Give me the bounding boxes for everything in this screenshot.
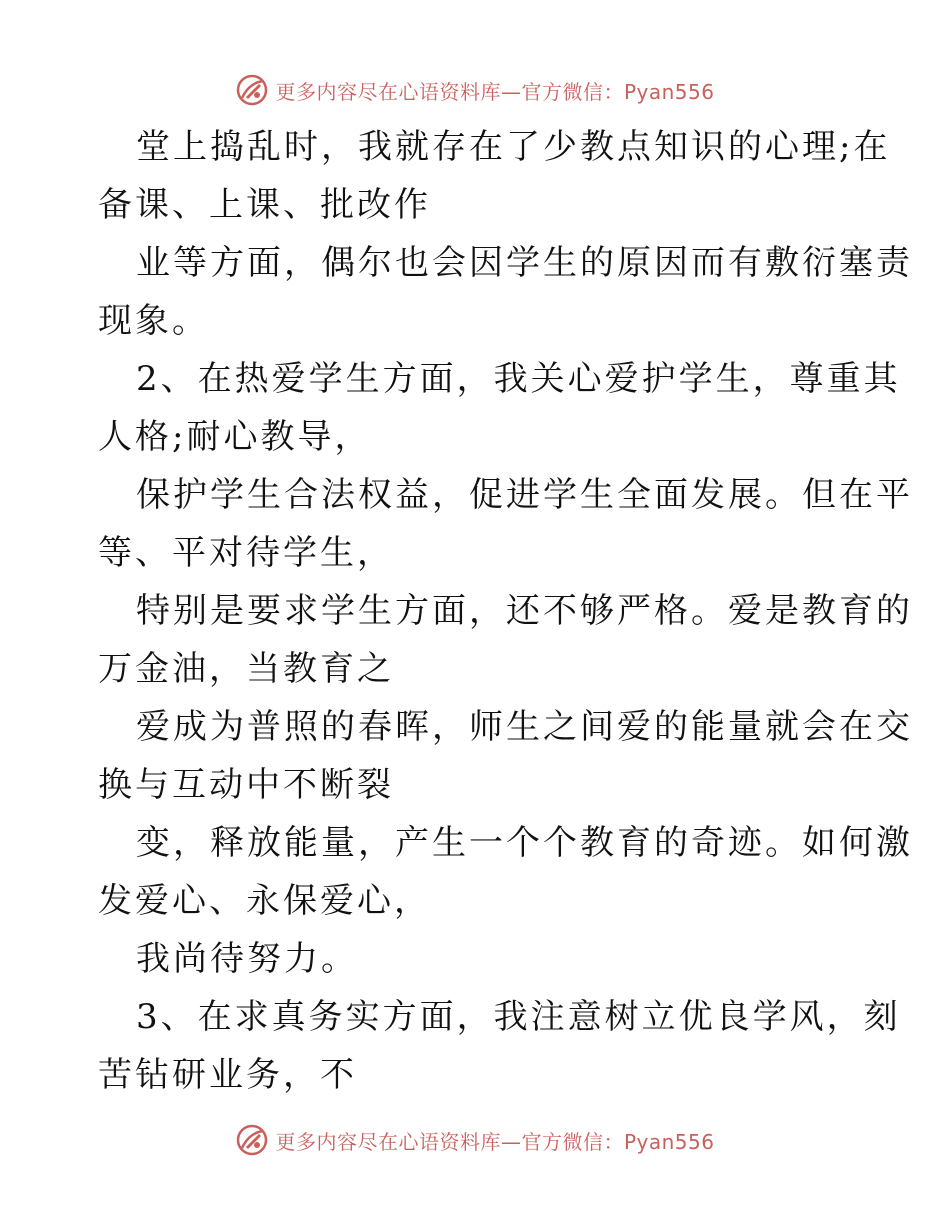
paragraph-line: 特别是要求学生方面，还不够严格。爱是教育的 (136, 591, 913, 631)
paragraph-4 (0, 466, 950, 582)
paragraph-line: 苦钻研业务，不 (98, 1055, 357, 1095)
header-banner-text: 更多内容尽在心语资料库—官方微信：Pyan556 (275, 79, 715, 104)
paragraph-line: 堂上捣乱时，我就存在了少教点知识的心理;在 (136, 127, 891, 167)
paragraph-line: 备课、上课、批改作 (98, 185, 431, 225)
paragraph-6 (0, 698, 950, 814)
paragraph-line: 万金油，当教育之 (98, 649, 394, 689)
paragraph-2 (0, 234, 950, 350)
document-body (0, 118, 950, 1104)
paragraph-9 (0, 988, 950, 1104)
paragraph-line: 业等方面，偶尔也会因学生的原因而有敷衍塞责 (136, 243, 913, 283)
pen-circle-logo-icon (235, 73, 269, 107)
paragraph-3 (0, 350, 950, 466)
paragraph-line: 保护学生合法权益，促进学生全面发展。但在平 (136, 475, 913, 515)
paragraph-7 (0, 814, 950, 930)
paragraph-line: 换与互动中不断裂 (98, 765, 394, 805)
paragraph-line: 变，释放能量，产生一个个教育的奇迹。如何激 (136, 823, 913, 863)
paragraph-8 (0, 930, 950, 988)
paragraph-line: 3、在求真务实方面，我注意树立优良学风，刻 (136, 997, 901, 1037)
paragraph-line: 发爱心、永保爱心， (98, 881, 431, 921)
header-banner (0, 70, 950, 110)
paragraph-line: 人格;耐心教导， (98, 417, 372, 457)
footer-banner (0, 1120, 950, 1160)
pen-circle-logo-icon (235, 1123, 269, 1157)
paragraph-line: 现象。 (98, 301, 209, 341)
paragraph-5 (0, 582, 950, 698)
paragraph-line: 爱成为普照的春晖，师生之间爱的能量就会在交 (136, 707, 913, 747)
paragraph-line: 2、在热爱学生方面，我关心爱护学生，尊重其 (136, 359, 901, 399)
footer-banner-text: 更多内容尽在心语资料库—官方微信：Pyan556 (275, 1129, 715, 1154)
paragraph-line: 我尚待努力。 (136, 939, 358, 979)
paragraph-1 (0, 118, 950, 234)
paragraph-line: 等、平对待学生， (98, 533, 394, 573)
